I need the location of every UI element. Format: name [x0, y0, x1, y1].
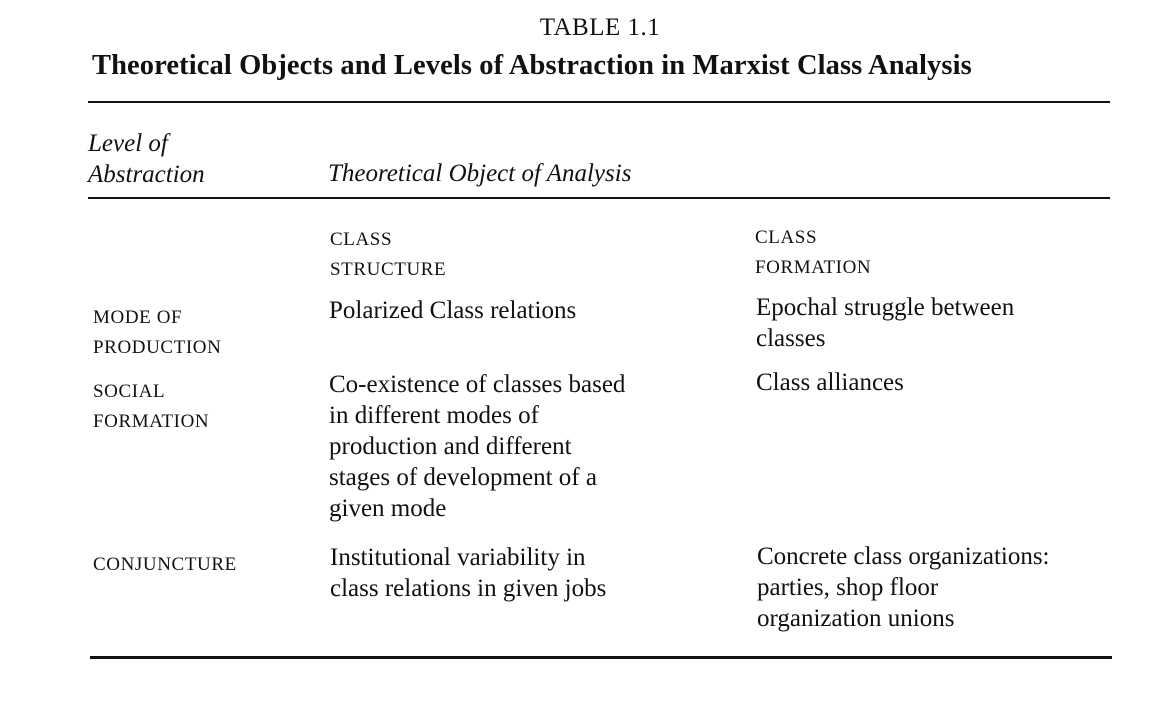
row3-level-line1: CONJUNCTURE	[93, 554, 237, 575]
subheader-formation-line1: CLASS	[755, 227, 818, 248]
row1-class-formation-cell	[756, 292, 1014, 354]
subheader-structure-line2: STRUCTURE	[330, 259, 447, 280]
row1-formation-line2: classes	[756, 325, 826, 352]
subheader-class-structure	[330, 225, 446, 285]
row1-level-line2: PRODUCTION	[93, 337, 222, 358]
header-rule	[88, 197, 1110, 199]
row2-formation-line1: Class alliances	[756, 369, 904, 396]
table-caption: TABLE 1.1	[539, 14, 661, 41]
row3-formation-line1: Concrete class organizations:	[757, 543, 1050, 570]
header-level-line1: Level of	[88, 130, 168, 157]
row-level-social-formation	[93, 377, 209, 437]
row1-formation-line1: Epochal struggle between	[756, 294, 1015, 321]
subheader-formation-line2: FORMATION	[755, 257, 872, 278]
row2-level-line2: FORMATION	[93, 411, 210, 432]
top-rule	[88, 101, 1110, 103]
row3-formation-line2: parties, shop floor	[757, 574, 939, 601]
row3-formation-line3: organization unions	[757, 605, 955, 632]
row1-class-structure-cell	[329, 295, 576, 326]
row2-structure-line2: in different modes of	[329, 402, 539, 429]
row3-structure-line1: Institutional variability in	[330, 544, 586, 571]
row3-structure-line2: class relations in given jobs	[330, 575, 607, 602]
row3-class-formation-cell	[757, 541, 1050, 634]
row1-level-line1: MODE OF	[93, 307, 183, 328]
subheader-structure-line1: CLASS	[330, 229, 393, 250]
header-level-of-abstraction	[88, 128, 205, 190]
bottom-rule	[90, 656, 1112, 659]
table-title: Theoretical Objects and Levels of Abstraction in Marxist Class Analysis	[92, 50, 972, 81]
row2-structure-line5: given mode	[329, 495, 447, 522]
row1-structure-line1: Polarized Class relations	[329, 297, 577, 324]
row2-structure-line1: Co-existence of classes based	[329, 371, 626, 398]
row2-level-line1: SOCIAL	[93, 381, 166, 402]
row2-class-structure-cell	[329, 369, 625, 524]
row-level-conjuncture	[93, 550, 237, 580]
row2-structure-line4: stages of development of a	[329, 464, 597, 491]
row3-class-structure-cell	[330, 542, 606, 604]
subheader-class-formation	[755, 223, 871, 283]
header-theoretical-object: Theoretical Object of Analysis	[328, 160, 632, 187]
row2-class-formation-cell	[756, 367, 904, 398]
header-level-line2: Abstraction	[88, 161, 205, 188]
row2-structure-line3: production and different	[329, 433, 572, 460]
row-level-mode-of-production	[93, 303, 221, 363]
